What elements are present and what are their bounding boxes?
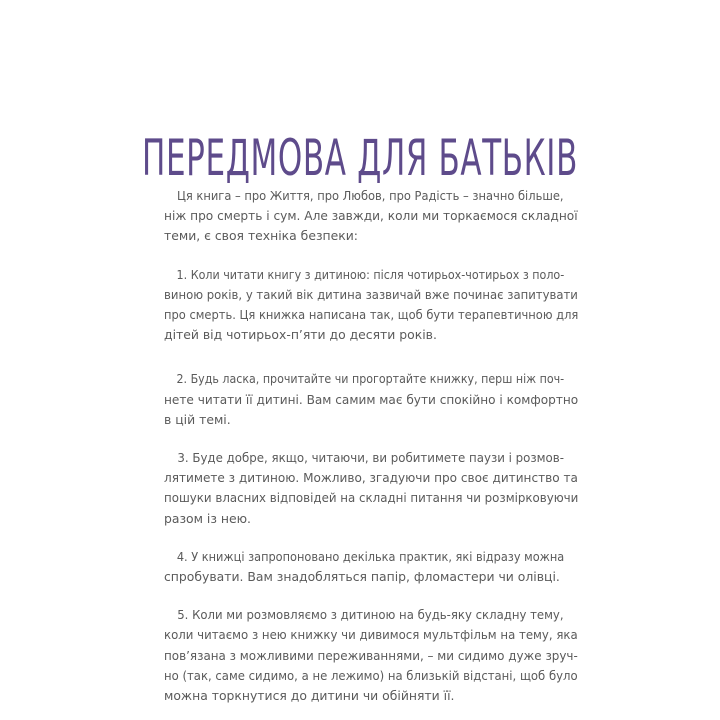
- text-line: пошуки власних відповідей на складні питання чи розмірковуючи: [164, 490, 579, 506]
- text-line: лятимете з дитиною. Можливо, згадуючи про своє дитинство та: [164, 470, 578, 486]
- text-line: разом із нею.: [164, 510, 251, 526]
- text-line: про смерть. Ця книжка написана так, щоб бути терапевтичною для: [164, 307, 579, 323]
- text-line: в цій темі.: [164, 411, 231, 427]
- text-line: теми, є своя техніка безпеки:: [164, 228, 358, 244]
- text-line: 2. Будь ласка, прочитайте чи прогортайте книжку, перш ніж поч-: [176, 371, 565, 387]
- page-title: ПЕРЕДМОВА ДЛЯ БАТЬКІВ: [142, 128, 578, 187]
- text-line: коли читаємо з нею книжку чи дивимося мультфільм на тему, яка: [164, 627, 578, 643]
- intro-paragraph: [164, 186, 578, 247]
- text-line: виною років, у такий вік дитина зазвичай вже починає запитувати: [164, 286, 578, 302]
- page-body: [164, 186, 578, 706]
- text-line: дітей від чотирьох-п’яти до десяти років.: [164, 327, 437, 343]
- text-line: 5. Коли ми розмовляємо з дитиною на будь-яку складну тему,: [177, 607, 564, 623]
- text-line: 3. Буде добре, якщо, читаючи, ви робитимете паузи і розмов-: [177, 450, 565, 466]
- text-line: спробувати. Вам знадобляться папір, фломастери чи олівці.: [164, 569, 560, 585]
- text-line: можна торкнутися до дитини чи обійняти її.: [164, 688, 455, 704]
- text-line: 4. У книжці запропоновано декілька практик, які відразу можна: [176, 548, 565, 564]
- paragraph-item-3: [164, 448, 578, 529]
- text-line: ніж про смерть і сум. Але завжди, коли ми торкаємося складної: [164, 208, 578, 224]
- text-line: Ця книга – про Життя, про Любов, про Радість – значно більше,: [176, 188, 564, 203]
- text-line: 1. Коли читати книгу з дитиною: після чотирьох-чотирьох з поло-: [176, 266, 565, 282]
- text-line: нете читати її дитині. Вам самим має бути спокійно і комфортно: [164, 391, 579, 407]
- paragraph-item-1: [164, 265, 578, 346]
- paragraph-item-2: [164, 369, 578, 430]
- paragraph-item-5: [164, 605, 578, 706]
- text-line: но (так, саме сидимо, а не лежимо) на близькій відстані, щоб було: [164, 667, 578, 683]
- text-line: пов’язана з можливими переживаннями, – ми сидимо дуже зруч-: [164, 647, 578, 663]
- paragraph-item-4: [164, 547, 578, 587]
